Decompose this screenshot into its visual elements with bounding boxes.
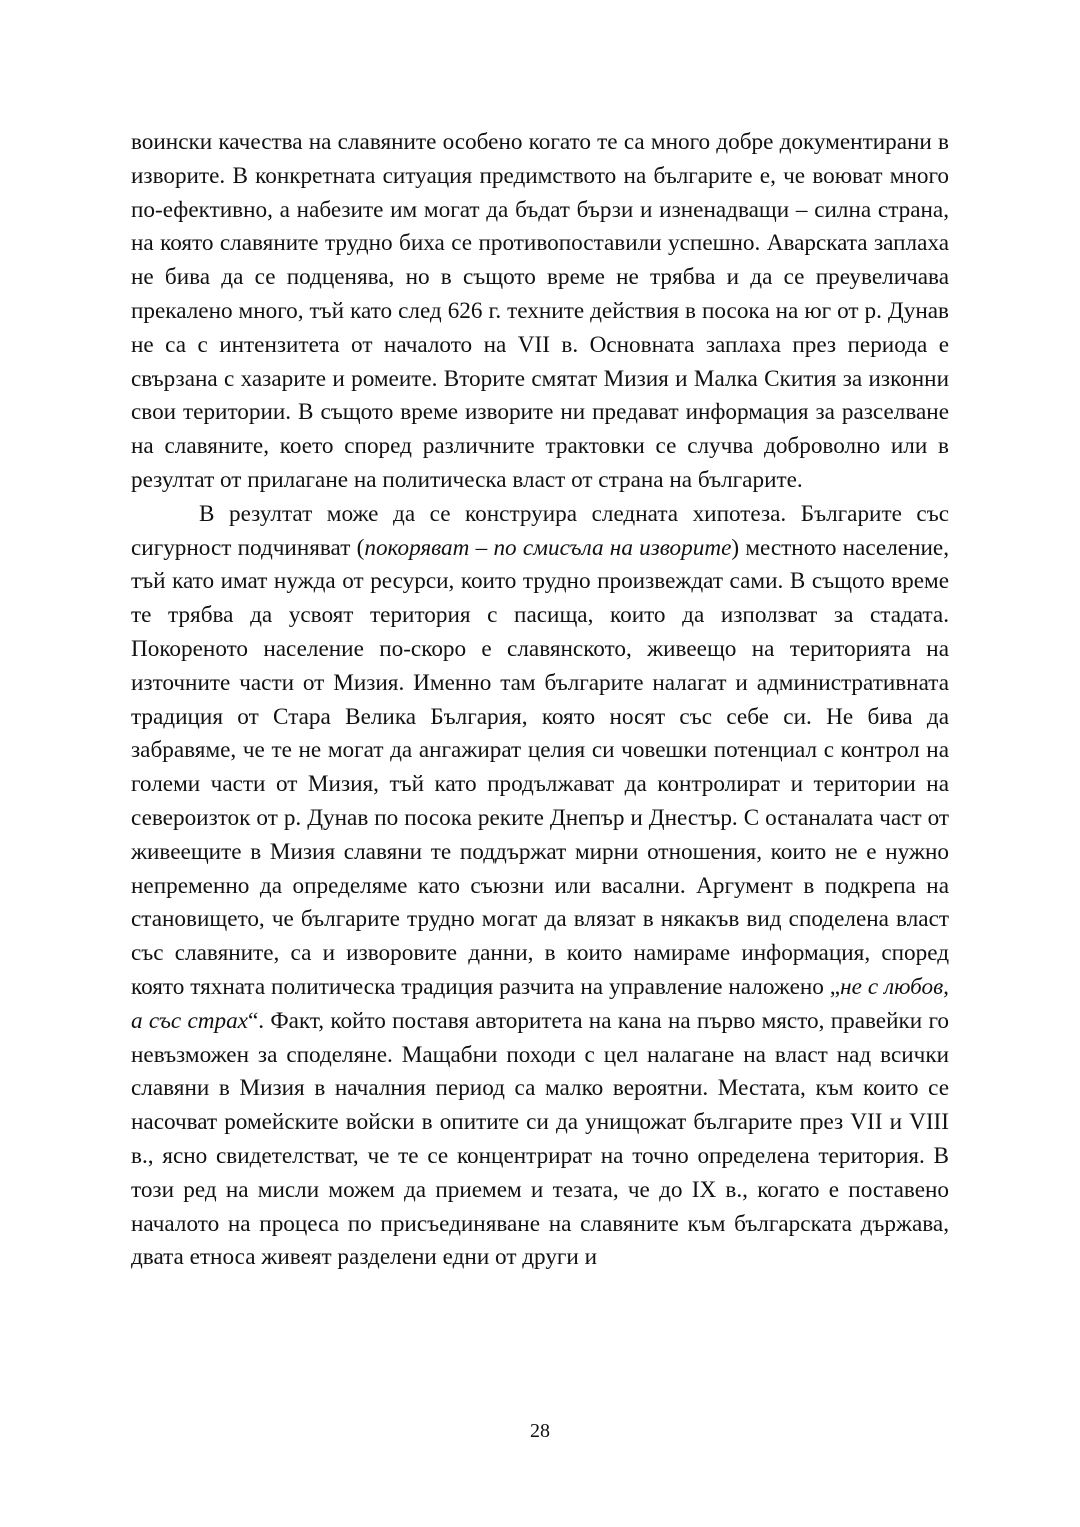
paragraph-2-text-2: ) местното население, тъй като имат нужда от ресурси, които трудно произвеждат сами. В същото време те трябва да усвоят територия с пасища, които да използват за стадата. Покореното население по-скоро е славянското, живеещо на територията на източните части от Мизия. Именно там българите налагат и административната традиция от Стара Велика България, която носят със себе си. Не бива да забравяме, че те не могат да ангажират целия си човешки потенциал с контрол на големи части от Мизия, тъй като продължават да контролират и територии на североизток от р. Дунав по посока реките Днепър и Днестър. С останалата част от живеещите в Мизия славяни те поддържат мирни отношения, които не е нужно непременно да определяме като съюзни или васални. Аргумент в подкрепа на становището, че българите трудно могат да влязат в някакъв вид споделена власт със славяните, са и изворовите данни, в които намираме информация, според която тяхната политическа традиция разчита на управление наложено „ — [131, 534, 949, 1000]
paragraph-2-text-3: “. Факт, който поставя авторитета на кана на първо място, правейки го невъзможен за споделяне. Мащабни походи с цел налагане на власт над всички славяни в Мизия в началния период са малко вероятни. Местата, към които се насочват ромейските войски в опитите си да унищожат българите през VII и VIII в., ясно свидетелстват, че те се концентрират на точно определена територия. В този ред на мисли можем да приемем и тезата, че до IX в., когато е поставено началото на процеса по присъединяване на славяните към българската държава, двата етноса живеят разделени едни от други и — [131, 1007, 949, 1271]
paragraph-2-italic-2: не с любов, а със страх — [131, 973, 949, 1034]
page-number: 28 — [530, 1420, 550, 1442]
paragraph-2-italic-1: покоряват – по смисъла на изворите — [364, 534, 732, 561]
body-text — [131, 126, 949, 1275]
paragraph-2 — [131, 498, 949, 1275]
paragraph-2-text-1: В резултат може да се конструира следната хипотеза. Българите със сигурност подчиняват ( — [131, 500, 949, 561]
paragraph-1: воински качества на славяните особено когато те са много добре документирани в изворите. В конкретната ситуация предимството на българите е, че воюват много по-ефективно, а набезите им могат да бъдат бързи и изненадващи – силна страна, на която славяните трудно биха се противопоставили успешно. Аварската заплаха не бива да се подценява, но в същото време не трябва и да се преувеличава прекалено много, тъй като след 626 г. техните действия в посока на юг от р. Дунав не са с интензитета от началото на VII в. Основната заплаха през периода е свързана с хазарите и ромеите. Вторите смятат Мизия и Малка Скития за изконни свои територии. В същото време изворите ни предават информация за разселване на славяните, което според различните трактовки се случва доброволно или в резултат от прилагане на политическа власт от страна на българите. — [131, 129, 949, 493]
